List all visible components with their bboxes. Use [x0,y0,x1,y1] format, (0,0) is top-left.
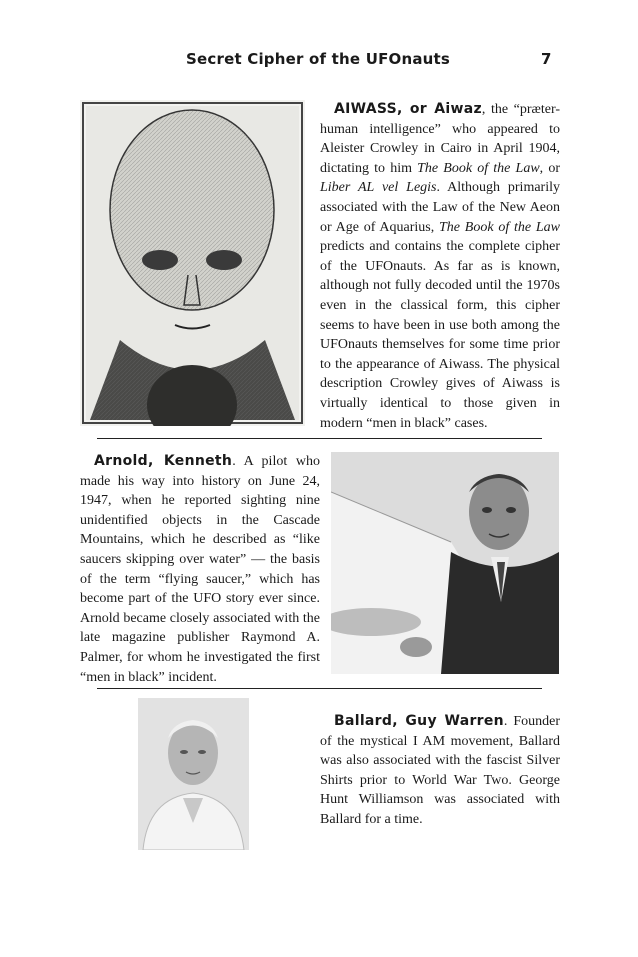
aiwass-drawing [80,100,305,426]
running-header [0,50,638,72]
section-divider [97,688,542,689]
entry-arnold: Arnold, Kenneth. A pilot who made his way into history on June 24, 1947, when he reported sighting nine unidentified objects in the Cascade Mountains, which he described as “like saucers skipping over water” — the basis of the term “flying saucer,” which has become part of the UFO story ever since. Arnold became closely associated with the late magazine publisher Raymond A. Palmer, for whom he investigated the first “men in black” incident. [80,453,320,685]
entry-headword: AIWASS, or Aiwaz [334,101,482,117]
guy-ballard-photo [138,698,249,850]
entry-ballard: Ballard, Guy Warren. Founder of the mystical I AM movement, Ballard was also associated with the fascist Silver Shirts prior to World War Two. George Hunt Williamson was associated with Ballard for a time. [320,713,560,827]
entry-headword: Arnold, Kenneth [94,453,233,469]
entry-aiwass: AIWASS, or Aiwaz, the “præter-human intelligence” who appeared to Aleister Crowley in Cairo in April 1904, dictating to him The Book of the Law, or Liber AL vel Legis. Although primarily associated with the Law of the New Aeon or Age of Aquarius, The Book of the Law predicts and contains the complete cipher of the UFOnauts. As far as is known, although not fully decoded until the 1970s even in the classical form, this cipher seems to have been in use both among the UFOnauts themselves for some time prior to the appearance of Aiwass. The physical description Crowley gives of Aiwass is virtually identical to those given in modern “men in black” cases. [320,101,560,431]
entry-headword: Ballard, Guy Warren [334,713,504,729]
section-divider [97,438,542,439]
running-title: Secret Cipher of the UFOnauts [186,50,451,68]
page-number: 7 [541,50,552,68]
kenneth-arnold-photo [331,452,559,674]
